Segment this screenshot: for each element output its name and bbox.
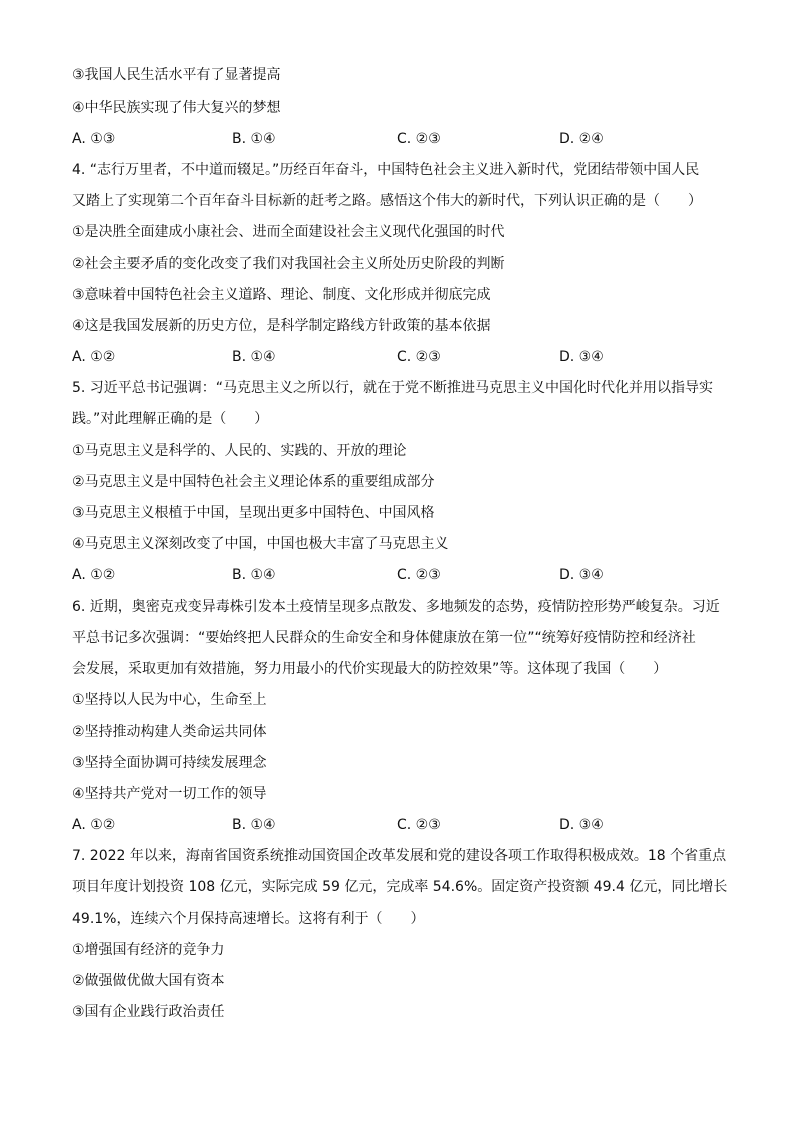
q4-statement-3: ③意味着中国特色社会主义道路、理论、制度、文化形成并彻底完成 bbox=[72, 287, 491, 303]
q6-option-c[interactable]: C. ②③ bbox=[397, 817, 441, 833]
q6-options bbox=[72, 815, 732, 835]
q6-option-b[interactable]: B. ①④ bbox=[232, 817, 276, 833]
q6-option-a[interactable]: A. ①② bbox=[72, 817, 116, 833]
q6-stem-line-3: 会发展，采取更加有效措施，努力用最小的代价实现最大的防控效果”等。这体现了我国（ ） bbox=[72, 661, 668, 677]
q5-option-c[interactable]: C. ②③ bbox=[397, 567, 441, 583]
q5-statement-4: ④马克思主义深刻改变了中国，中国也极大丰富了马克思主义 bbox=[72, 536, 449, 552]
q7-stem-line-3: 49.1%，连续六个月保持高速增长。这将有利于（ ） bbox=[72, 911, 425, 927]
q5-stem-line-1: 5. 习近平总书记强调：“马克思主义之所以行，就在于党不断推进马克思主义中国化时代化并用以指导实 bbox=[72, 380, 714, 396]
q4-stem-line-1: 4. “志行万里者，不中道而辍足。”历经百年奋斗，中国特色社会主义进入新时代，党团结带领中国人民 bbox=[72, 162, 700, 178]
q3-option-d[interactable]: D. ②④ bbox=[559, 131, 604, 147]
q6-stem-line-1: 6. 近期，奥密克戎变异毒株引发本土疫情呈现多点散发、多地频发的态势，疫情防控形势严峻复杂。习近 bbox=[72, 599, 720, 615]
q3-statement-4: ④中华民族实现了伟大复兴的梦想 bbox=[72, 100, 281, 116]
q5-statement-3: ③马克思主义根植于中国，呈现出更多中国特色、中国风格 bbox=[72, 505, 435, 521]
q4-option-a[interactable]: A. ①② bbox=[72, 349, 116, 365]
q5-options bbox=[72, 565, 732, 585]
q3-options bbox=[72, 129, 732, 149]
q5-option-a[interactable]: A. ①② bbox=[72, 567, 116, 583]
q6-stem-line-2: 平总书记多次强调：“要始终把人民群众的生命安全和身体健康放在第一位”“统筹好疫情防控和经济社 bbox=[72, 630, 696, 646]
q4-option-c[interactable]: C. ②③ bbox=[397, 349, 441, 365]
q5-statement-2: ②马克思主义是中国特色社会主义理论体系的重要组成部分 bbox=[72, 474, 435, 490]
q5-statement-1: ①马克思主义是科学的、人民的、实践的、开放的理论 bbox=[72, 443, 407, 459]
q3-option-c[interactable]: C. ②③ bbox=[397, 131, 441, 147]
q6-statement-4: ④坚持共产党对一切工作的领导 bbox=[72, 786, 267, 802]
q4-statement-2: ②社会主要矛盾的变化改变了我们对我国社会主义所处历史阶段的判断 bbox=[72, 256, 505, 272]
q4-option-b[interactable]: B. ①④ bbox=[232, 349, 276, 365]
q6-option-d[interactable]: D. ③④ bbox=[559, 817, 604, 833]
q4-options bbox=[72, 347, 732, 367]
q7-stem-line-2: 项目年度计划投资 108 亿元，实际完成 59 亿元，完成率 54.6%。固定资产投资额 49.4 亿元，同比增长 bbox=[72, 879, 728, 895]
q7-stem-line-1: 7. 2022 年以来，海南省国资系统推动国资国企改革发展和党的建设各项工作取得积极成效。18 个省重点 bbox=[72, 848, 727, 864]
q7-statement-3: ③国有企业践行政治责任 bbox=[72, 1004, 225, 1020]
q4-statement-4: ④这是我国发展新的历史方位，是科学制定路线方针政策的基本依据 bbox=[72, 318, 491, 334]
q3-statement-3: ③我国人民生活水平有了显著提高 bbox=[72, 67, 281, 83]
q6-statement-3: ③坚持全面协调可持续发展理念 bbox=[72, 755, 267, 771]
q6-statement-1: ①坚持以人民为中心，生命至上 bbox=[72, 692, 267, 708]
q3-option-a[interactable]: A. ①③ bbox=[72, 131, 116, 147]
q5-option-d[interactable]: D. ③④ bbox=[559, 567, 604, 583]
q7-statement-1: ①增强国有经济的竞争力 bbox=[72, 942, 225, 958]
q7-statement-2: ②做强做优做大国有资本 bbox=[72, 973, 225, 989]
q5-stem-line-2: 践。”对此理解正确的是（ ） bbox=[72, 411, 269, 427]
q5-option-b[interactable]: B. ①④ bbox=[232, 567, 276, 583]
q4-stem-line-2: 又踏上了实现第二个百年奋斗目标新的赶考之路。感悟这个伟大的新时代，下列认识正确的是（ ） bbox=[72, 193, 702, 209]
q3-option-b[interactable]: B. ①④ bbox=[232, 131, 276, 147]
q4-statement-1: ①是决胜全面建成小康社会、进而全面建设社会主义现代化强国的时代 bbox=[72, 224, 505, 240]
q4-option-d[interactable]: D. ③④ bbox=[559, 349, 604, 365]
q6-statement-2: ②坚持推动构建人类命运共同体 bbox=[72, 724, 267, 740]
